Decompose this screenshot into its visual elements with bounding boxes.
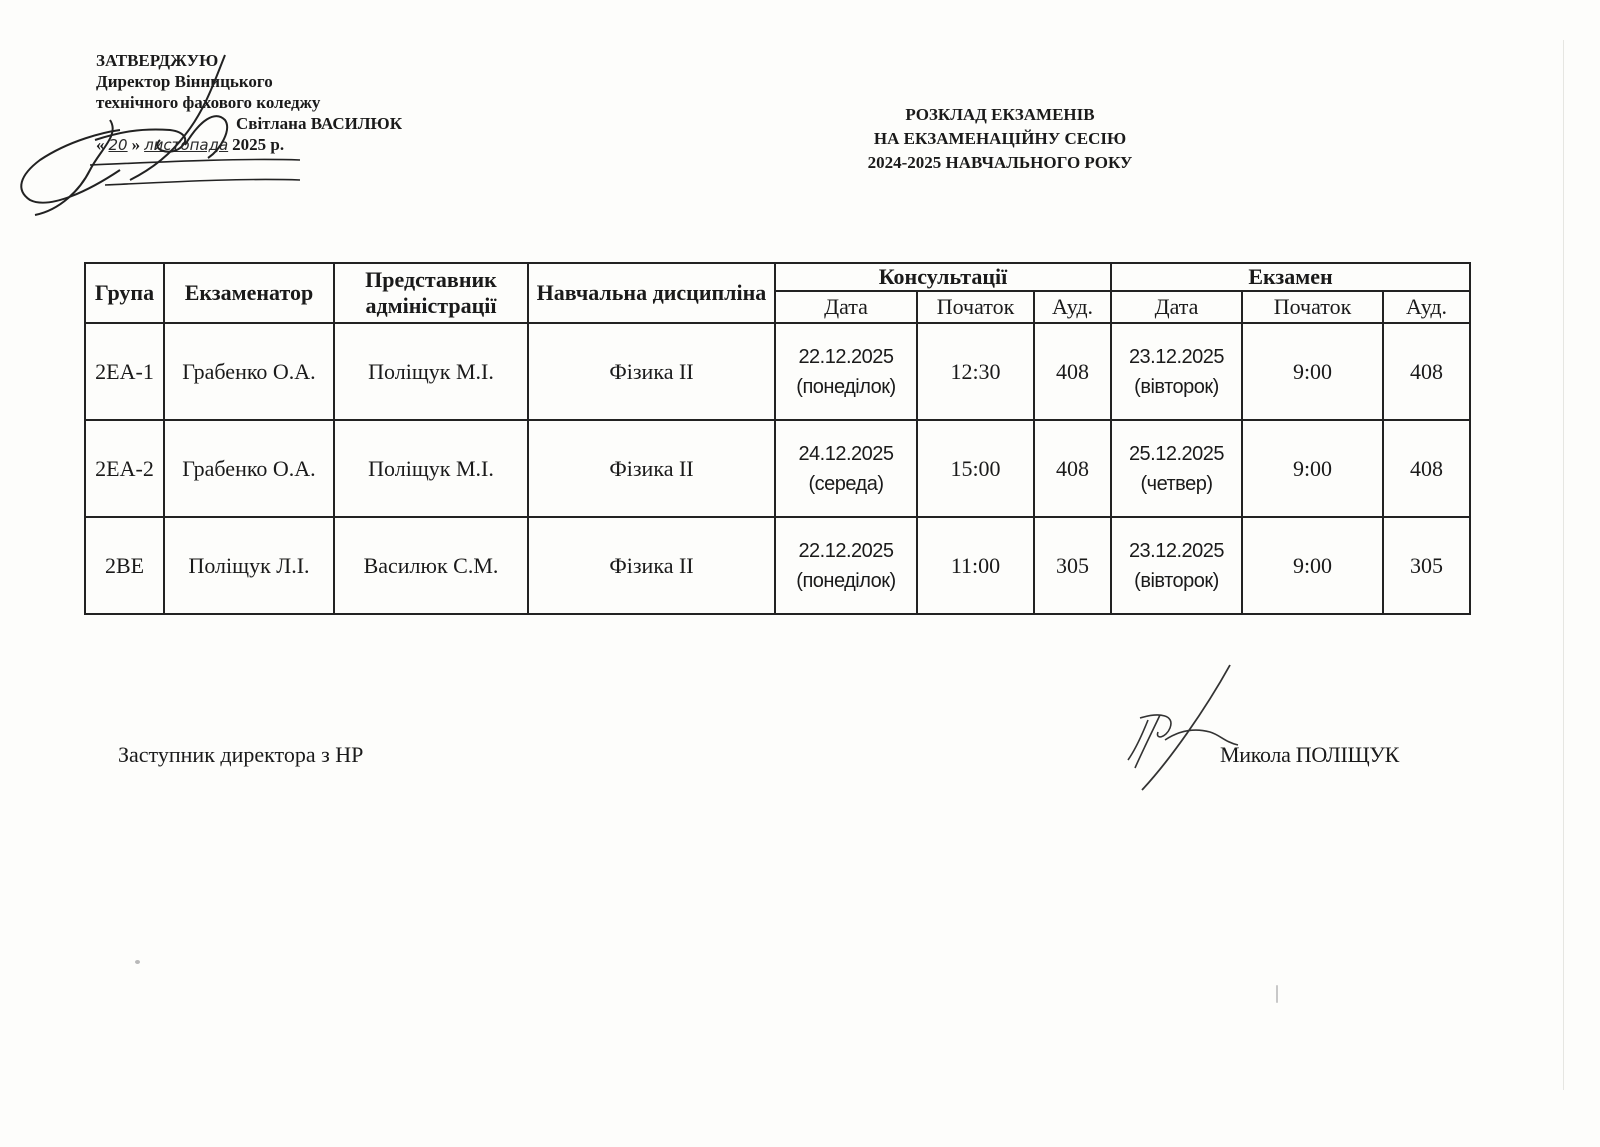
approval-quote-close: »	[131, 135, 141, 154]
scan-speck	[135, 960, 140, 964]
approval-position-line1: Директор Вінницького	[96, 72, 273, 91]
cell-exam-start: 9:00	[1242, 517, 1383, 614]
exam-date-value: 23.12.2025	[1128, 345, 1225, 368]
cell-group: 2ЕА-2	[85, 420, 164, 517]
cell-admin: Поліщук М.І.	[334, 420, 528, 517]
exam-date-weekday: (вівторок)	[1134, 569, 1219, 592]
approval-day-handwritten: 20	[108, 136, 128, 154]
header-consultations: Консультації	[775, 263, 1111, 291]
subheader-exam-room: Ауд.	[1383, 291, 1470, 323]
cell-cons-date	[775, 517, 917, 614]
approval-month-handwritten: листопада	[144, 136, 229, 154]
header-exam: Екзамен	[1111, 263, 1470, 291]
approval-year: 2025 р.	[232, 135, 285, 154]
cons-date-weekday: (понеділок)	[796, 569, 896, 592]
header-admin: Представник адміністрації	[334, 263, 528, 323]
table-row	[85, 420, 1470, 517]
subheader-cons-start: Початок	[917, 291, 1034, 323]
exam-date-weekday: (четвер)	[1140, 472, 1213, 495]
cell-cons-room: 305	[1034, 517, 1111, 614]
cell-discipline: Фізика ІІ	[528, 420, 775, 517]
table-header-row	[85, 263, 1470, 291]
subheader-cons-room: Ауд.	[1034, 291, 1111, 323]
cell-cons-start: 12:30	[917, 323, 1034, 420]
cell-admin: Поліщук М.І.	[334, 323, 528, 420]
subheader-exam-date: Дата	[1111, 291, 1242, 323]
cell-group: 2ЕА-1	[85, 323, 164, 420]
cell-exam-date	[1111, 323, 1242, 420]
title-line3: 2024-2025 НАВЧАЛЬНОГО РОКУ	[867, 153, 1133, 172]
cell-cons-room: 408	[1034, 323, 1111, 420]
header-discipline: Навчальна дисципліна	[528, 263, 775, 323]
exam-date-value: 25.12.2025	[1128, 442, 1225, 465]
cell-admin: Василюк С.М.	[334, 517, 528, 614]
cell-exam-start: 9:00	[1242, 420, 1383, 517]
cell-exam-room: 305	[1383, 517, 1470, 614]
cell-exam-date	[1111, 517, 1242, 614]
subheader-exam-start: Початок	[1242, 291, 1383, 323]
approval-heading: ЗАТВЕРДЖУЮ	[96, 51, 219, 70]
header-examiner: Екзаменатор	[164, 263, 334, 323]
cell-examiner: Грабенко О.А.	[164, 420, 334, 517]
deputy-signature	[1120, 660, 1260, 800]
table-row	[85, 517, 1470, 614]
cell-exam-room: 408	[1383, 420, 1470, 517]
cell-exam-date	[1111, 420, 1242, 517]
cell-cons-start: 15:00	[917, 420, 1034, 517]
cell-cons-date	[775, 323, 917, 420]
cons-date-value: 22.12.2025	[798, 539, 894, 562]
title-line1: РОЗКЛАД ЕКЗАМЕНІВ	[905, 105, 1095, 124]
exam-date-weekday: (вівторок)	[1134, 375, 1219, 398]
scan-speck	[1276, 985, 1278, 1003]
cell-cons-date	[775, 420, 917, 517]
cell-exam-start: 9:00	[1242, 323, 1383, 420]
header-group: Група	[85, 263, 164, 323]
director-signature	[10, 40, 340, 220]
cell-exam-room: 408	[1383, 323, 1470, 420]
page-title	[780, 103, 1220, 175]
cons-date-weekday: (понеділок)	[796, 375, 896, 398]
cons-date-value: 24.12.2025	[798, 442, 894, 465]
table-row	[85, 323, 1470, 420]
cons-date-value: 22.12.2025	[798, 345, 894, 368]
title-line2: НА ЕКЗАМЕНАЦІЙНУ СЕСІЮ	[873, 129, 1127, 148]
cell-discipline: Фізика ІІ	[528, 323, 775, 420]
approval-position-line2: технічного фахового коледжу	[96, 93, 321, 112]
cons-date-weekday: (середа)	[808, 472, 884, 495]
deputy-position: Заступник директора з НР	[118, 742, 364, 767]
subheader-cons-date: Дата	[775, 291, 917, 323]
exam-date-value: 23.12.2025	[1128, 539, 1225, 562]
scan-edge	[1563, 40, 1564, 1090]
approval-quote-open: «	[96, 135, 105, 154]
cell-cons-start: 11:00	[917, 517, 1034, 614]
cell-discipline: Фізика ІІ	[528, 517, 775, 614]
cell-examiner: Поліщук Л.І.	[164, 517, 334, 614]
cell-cons-room: 408	[1034, 420, 1111, 517]
deputy-name: Микола ПОЛІЩУК	[1220, 742, 1400, 767]
cell-group: 2ВЕ	[85, 517, 164, 614]
cell-examiner: Грабенко О.А.	[164, 323, 334, 420]
approval-director-name: Світлана ВАСИЛЮК	[236, 114, 403, 133]
exam-schedule-table	[84, 262, 1471, 615]
